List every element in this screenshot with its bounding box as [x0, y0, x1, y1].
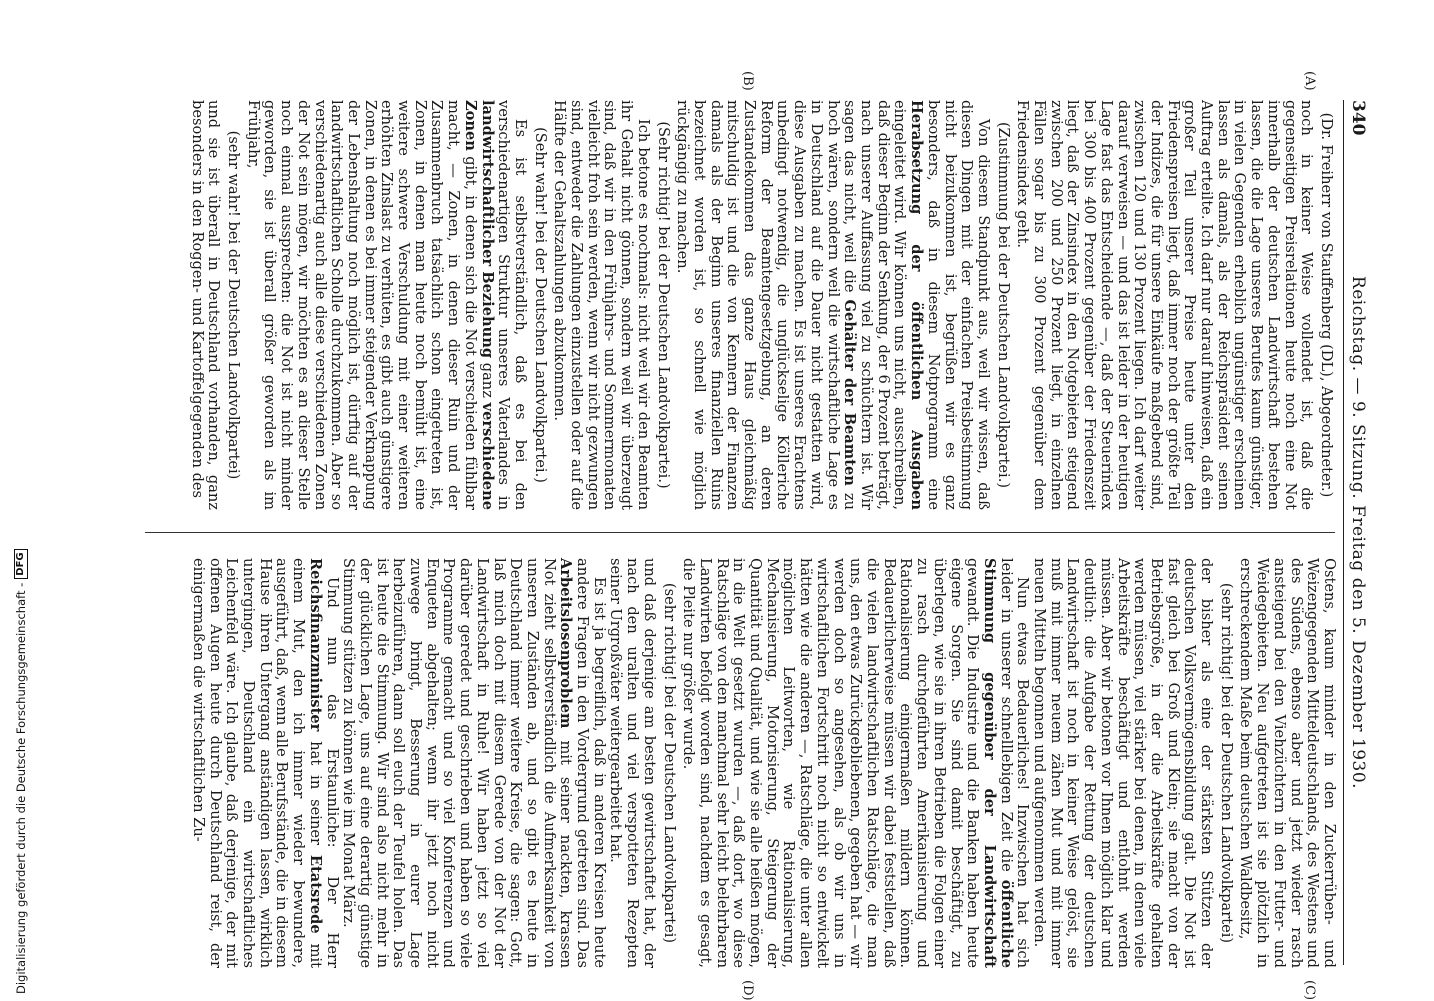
- document-page: [75, 71, 1375, 1001]
- text-run: Es ist ja begreiflich, daß in anderen Kreisen heute andere Fragen in den Vordergrund getreten sind. Das: [574, 558, 608, 968]
- speaker-line: (Dr. Freiherr von Stauffenberg (DL), Abgeordneter.): [1318, 112, 1335, 498]
- emphasis: verschiedene Zonen: [461, 100, 496, 510]
- attribution-text: Digitalisierung gefördert durch die Deutsche Forschungsgemeinschaft -: [14, 582, 28, 994]
- paragraph: [680, 558, 1031, 968]
- interjection: (Zustimmung bei der Deutschen Landvolkpartei.): [994, 121, 1012, 489]
- paragraph: [189, 558, 339, 968]
- text-run: Und nun das Erstaunliche: Der Herr: [323, 576, 341, 968]
- text-run: eingeleitet wird. Wir können uns nicht, ausschreiben, daß dieser Beginn der Senkung, der 6 Prozent beträgt, nach unserer Auffassung viel zu schüchtern ist. Wir sagen das nicht, weil die: [841, 100, 909, 510]
- paragraph: der bisher als eine der stärksten Stützen der deutschen Volksvermögensbildung galt. Die Not ist fast gleich bei Groß und Klein; sie macht von der Betriebsgröße, in der die Arbeitskräfte gehalten werden müssen, viel stärker bei denen, in denen viele Arbeitskräfte beschäftigt und entlohnt werden müssen. Aber wir betonen vor Ihnen möglich klar und deutlich: die Aufgabe der Rettung der deutschen Landwirtschaft ist noch in keiner Weise gelöst, sie muß mit immer neuem zähen Mut und mit immer neuen Mitteln begonnen und aufgenommen werden.: [1031, 558, 1216, 968]
- paragraph: Ich betone es nochmals: nicht weil wir den Beamten ihr Gehalt nicht gönnen, sondern weil wir überzeugt sind, daß wir in den Frühjahrs- und Sommermonaten vielleicht froh sein werden, wenn wir nicht gezwungen sind, entweder die Zahlungen einzustellen oder auf die Hälfte der Gehaltszahlungen abzukommen.: [551, 100, 652, 510]
- margin-mark-d: (D): [740, 980, 755, 1001]
- text-run: Von diesem Standpunkt aus, weil wir wissen, daß diesen Dingen mit der einfachen Preisbestimmung nicht beizukommen ist, begrüßen wir es ganz besonders, daß in diesem Notprogramm eine: [924, 100, 992, 510]
- attribution-strip: [2, 0, 28, 1000]
- text-run: mit einem Mut, den ich immer wieder bewundere, ausgeführt, daß, wenn alle Berufsstände, die in diesem Hause ihren Untergang anständigen lassen, wirklich untergingen, Deutschland ein wirtschaftliches Leichenfeld wäre. Ich glaube, daß derjenige, der mit offenen Augen heute durch Deutschland reist, der einigermaßen die wirtschaftlichen Zu-: [189, 558, 324, 968]
- text-run: ganz: [478, 358, 496, 403]
- interjection: (Sehr richtig! bei der Deutschen Landvolkpartei.): [654, 121, 672, 489]
- emphasis: Etatsrede: [306, 854, 324, 934]
- margin-mark-a: (A): [1302, 71, 1317, 91]
- text-run: Es ist selbstverständlich, daß es bei den verschiedenartigen Struktur unseres Vaterlandes in: [495, 100, 529, 510]
- emphasis: Herabsetzung der öffentlichen Ausgaben: [908, 100, 926, 510]
- text-run: hat in seiner: [306, 731, 324, 855]
- paragraph: noch in keiner Weise vollendet ist, daß die gegenseitigen Preisrelationen heute noch eine Not innerhalb der deutschen Landwirtschaft bestehen lassen, die die Lage unseres Berufes kaum günstiger, in vielen Gegenden erheblich ungünstiger erscheinen lassen als damals, als der Reichspräsident seinen Auftrag erteilte. Ich darf nur darauf hinweisen, daß ein großer Teil unserer Preise heute unter den Friedenspreisen liegt, daß immer noch der größte Teil der Indizes, die für unsere Einkäufe maßgebend sind, zwischen 120 und 130 Prozent liegen. Ich darf weiter darauf verweisen — und das ist leider in der heutigen Lage fast das Entscheidende —, daß der Steuerindex bei 300 bis 400 Prozent gegenüber der Friedenszeit liegt, daß der Zinsindex in den Notgebieten steigend zwischen 200 und 250 Prozent liegt, in einzelnen Fällen sogar bis zu 300 Prozent gegenüber dem Friedensindex geht.: [1014, 100, 1316, 510]
- emphasis: landwirtschaftlicher Beziehung: [478, 100, 496, 359]
- text-run: Nun etwas Bedauerliches! Inzwischen hat sich leider in unserer schnelllebigen Zeit die: [997, 558, 1032, 968]
- paragraph: [674, 100, 991, 510]
- paragraph: [244, 100, 528, 510]
- paragraph: [340, 558, 607, 968]
- emphasis: öffentliche Stimmung gegenüber der Landwirtschaft: [980, 558, 1015, 968]
- emphasis: Reichsfinanzminister: [306, 558, 324, 732]
- interjection: (sehr wahr! bei der Deutschen Landvolkpartei): [225, 130, 242, 480]
- margin-mark-b: (B): [740, 71, 755, 91]
- text-run: zu hoch wären, sondern weil die wirtschaftliche Lage es in Deutschland auf die Dauer nicht gestatten wird, diese Ausgaben zu machen. Es ist unseres Erachtens unbedingt notwendig, die unglückselige Kölleriche Reform der Beamtengesetzgebung, an deren Zustandekommen das ganze Haus gleichmäßig mitschuldig ist und die von Kennern der Finanzen damals als der Beginn unseres finanziellen Ruins bezeichnet worden ist, so schnell wie möglich rückgängig zu machen.: [674, 100, 859, 510]
- page-number: 340: [1348, 100, 1368, 136]
- dfg-logo: DFG: [14, 549, 28, 578]
- emphasis: Arbeitslosenproblem: [557, 558, 575, 729]
- interjection: (sehr richtig! bei der Deutschen Landvolkpartei): [1217, 582, 1235, 944]
- right-column: [189, 558, 1337, 968]
- interjection: (sehr richtig! bei der Deutschen Landvolkpartei): [660, 582, 678, 944]
- text-run: gewandt. Die Industrie und die Banken haben heute eigene Sorgen. Sie sind damit beschäftigt, zu überlegen, wie sie in ihren Betrieben die Folgen einer zu rasch durchgeführten Amerikanisierung und Rationalisierung einigermaßen mildern können. Bedauerlicherweise müssen wir dabei feststellen, daß die vielen landwirtschaftlichen Ratschläge, die man uns, den etwas Zurückgebliebenen, gegeben hat — wir werden doch so angesehen, als ob wir uns in wirtschaftlichen Fortschritt noch nicht so entwickelt hätten wie die anderen —, Ratschläge, die unter allen möglichen Leitworten, wie Rationalisierung, Mechanisierung, Motorisierung, Steigerung der Quantität und Qualität, und wie sie alle heißen mögen, in die Welt gesetzt wurden —, daß dort, wo diese Ratschläge von den manchmal sehr leicht belehrbaren Landwirten befolgt worden sind, nachdem es gesagt, die Pleite nur größer wurde.: [680, 558, 982, 968]
- text-run: mit seiner nackten, krassen Not zieht selbstverständlich die Aufmerksamkeit von unseren Zuständen ab, und so gibt es heute in Deutschland immer weitere Kreise, die sagen: Gott, laß mich doch mit diesem Gerede von der Not der Landwirtschaft in Ruhe! Wir haben jetzt so viel darüber geredet und geschrieben und haben so viele Programme gemacht und so viel Konferenzen und Enqueten abgehalten; wenn ihr jetzt noch nicht zuwege bringt, Besserung in eurer Lage herbeizuführen, dann soll euch der Teufel holen. Das ist heute die Stimmung. Wir sind also nicht mehr in der glücklichen Lage, uns auf eine derartig günstige Stimmung stützen zu können wie im Monat März.: [340, 558, 575, 968]
- paragraph: und sie ist überall in Deutschland vorhanden, ganz besonders in den Roggen- und Kartoffelgegenden des: [188, 100, 223, 510]
- left-column: [188, 100, 1337, 510]
- page-header: [1343, 100, 1370, 965]
- emphasis: Gehälter der Beamten: [841, 299, 859, 486]
- paragraph: Ostens, kaum minder in den Zuckerrüben- und Weizengegenden Mitteldeutschlands, des Westens und des Südens, ebenso aber und jetzt wieder rasch ansteigend bei den Viehzüchtern in den Futter- und Weidegebieten. Neu aufgetreten ist sie plötzlich in erschreckendem Maße beim deutschen Waldbesitz,: [1237, 558, 1338, 968]
- paragraph: und daß derjenige am besten gewirtschaftet hat, der nach den uralten und viel verspotteten Rezepten seiner Urgroßväter weitergearbeitet hat.: [607, 558, 658, 968]
- margin-mark-c: (C): [1302, 980, 1317, 1001]
- interjection: (Sehr wahr! bei der Deutschen Landvolkpartei.): [531, 127, 549, 483]
- page-title: Reichstag. — 9. Sitzung. Freitag den 5. Dezember 1930.: [1348, 275, 1368, 790]
- column-divider: [145, 532, 1335, 533]
- attribution-text-wrapper: [14, 549, 28, 994]
- text-run: gibt, in denen sich die Not verschieden fühlbar macht, — Zonen, in denen dieser Ruin und der Zusammenbruch tatsächlich schon eingetreten ist, Zonen, in denen man heute noch bemüht ist, eine weitere schwere Verschuldung mit einer weiteren erhöhten Zinslast zu verhüten, es gibt auch günstigere Zonen, in denen es bei immer steigender Verknappung der Lebenshaltung noch möglich ist, dürftig auf der landwirtschaftlichen Scholle durchzukommen. Aber so verschiedenartig auch alle diese verschiedenen Zonen der Not sein mögen, wir möchten es an dieser Stelle noch einmal aussprechen: die Not ist nicht minder geworden, sie ist überall größer geworden als im Frühjahr,: [244, 100, 479, 510]
